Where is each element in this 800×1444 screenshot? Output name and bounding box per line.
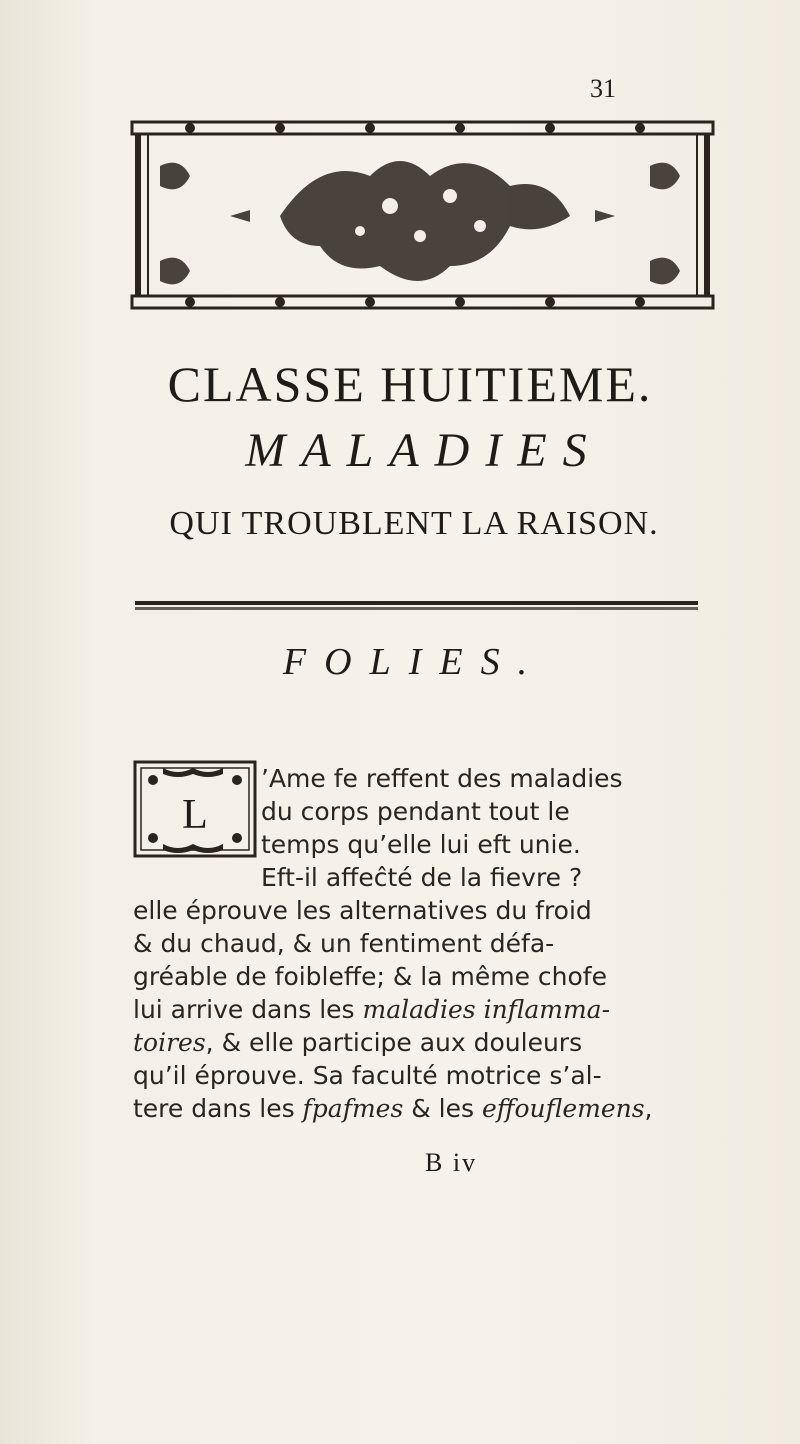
drop-cap-letter: L (182, 792, 208, 838)
text-line: gréable de foibleffe; & la même chofe (133, 962, 607, 991)
text-line (133, 1026, 693, 1059)
class-title: CLASSE HUITIEME. (167, 356, 653, 412)
section-title: FOLIES. (282, 641, 546, 683)
page-number: 31 (590, 74, 616, 103)
text-fragment: , (644, 1094, 653, 1123)
text-line: qu’il éprouve. Sa faculté motrice s’al- (133, 1061, 602, 1090)
text-line: Eft-il affeĉté de la fievre ? (261, 863, 583, 892)
text-line: & du chaud, & un fentiment défa- (133, 929, 555, 958)
text-line: elle éprouve les alternatives du froid (133, 896, 592, 925)
subtitle-line: QUI TROUBLENT LA RAISON. (169, 505, 659, 542)
text-fragment: tere dans les (133, 1094, 303, 1123)
italic-term: effouflemens (481, 1094, 645, 1123)
body-paragraph (133, 762, 693, 1125)
text-line (133, 1092, 693, 1125)
text-line: ’Ame fe reffent des maladies (261, 764, 623, 793)
decorative-rule (135, 600, 698, 612)
text-fragment: & les (403, 1094, 482, 1123)
ornamental-headpiece (130, 96, 715, 351)
text-line: temps qu’elle lui eft unie. (261, 830, 581, 859)
italic-term: fpafmes (302, 1094, 404, 1123)
text-fragment: lui arrive dans les (133, 995, 363, 1024)
italic-term: maladies inflamma- (362, 995, 611, 1024)
text-line (133, 993, 693, 1026)
italic-term: toires (133, 1028, 206, 1057)
subtitle: MALADIES (245, 424, 603, 477)
signature-mark: B iv (425, 1148, 478, 1177)
text-line: du corps pendant tout le (261, 797, 570, 826)
text-fragment: , & elle participe aux douleurs (205, 1028, 583, 1057)
